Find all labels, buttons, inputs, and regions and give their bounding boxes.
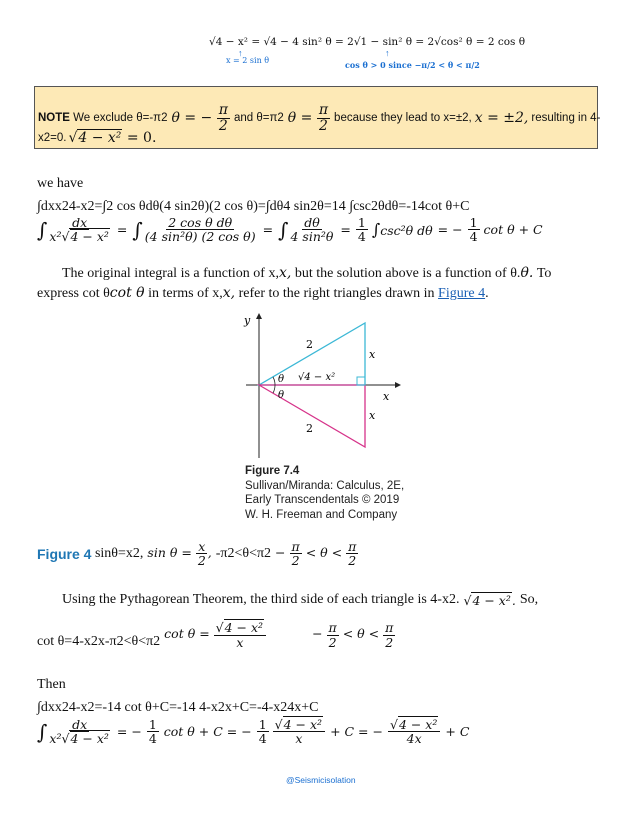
cot-line-range: − $\frac{\pi}{2}$ < θ < $\frac{\pi}{2}$ bbox=[312, 620, 394, 650]
fig4-math-range: − $\frac{\pi}{2}$ < θ < $\frac{\pi}{2}$ bbox=[275, 539, 357, 569]
para1-line1 bbox=[62, 265, 551, 282]
para1-theta-math: θ. bbox=[520, 265, 534, 281]
para1-line2 bbox=[37, 285, 489, 302]
para1-cot-math: cot θ bbox=[109, 285, 145, 301]
watermark: @Seismicisolation bbox=[286, 775, 356, 785]
caption-line3: W. H. Freeman and Company bbox=[245, 508, 398, 521]
para1-x-math: x, bbox=[278, 265, 292, 281]
caption-title: Figure 7.4 bbox=[245, 465, 300, 477]
label-sqrt: √4 − x² bbox=[298, 372, 336, 383]
top-equation-arrow-right: ↑ bbox=[385, 48, 390, 58]
para2-b: So, bbox=[519, 592, 539, 607]
final-line-math: ∫ $\frac{dx}{\text{x²√4 − x²}}$ = − $\frac{1}{4}$ cot θ + C = − $\frac{1}{4}$ $\frac{\text{√4 − x²}}{x}$ + C = − $\frac{\text{√4 − x²}}{4x}$ + C bbox=[37, 717, 470, 747]
note-text-5: x2=0. bbox=[38, 132, 67, 144]
para1-b: but the solution above is a function of θ. bbox=[294, 266, 521, 281]
top-equation-left-note: x = 2 sin θ bbox=[226, 56, 270, 65]
figure-caption bbox=[245, 464, 404, 522]
para2 bbox=[62, 592, 538, 608]
para1-a: The original integral is a function of x, bbox=[62, 266, 279, 281]
caption-line2: Early Transcendentals © 2019 bbox=[245, 494, 400, 506]
note-math-theta-neg: θ = − $\frac{\pi}{2}$ bbox=[171, 102, 228, 134]
label-2-top: 2 bbox=[306, 338, 313, 351]
triangle-figure bbox=[238, 312, 408, 462]
bottom-triangle bbox=[259, 385, 365, 447]
note-math-zero: √4 − x² = 0. bbox=[68, 130, 157, 146]
note-math-theta-pos: θ = $\frac{\pi}{2}$ bbox=[287, 102, 329, 134]
label-theta-bottom: θ bbox=[278, 390, 285, 401]
top-equation-right-note: cos θ > 0 since −π/2 < θ < π/2 bbox=[345, 60, 480, 70]
para1-c: To bbox=[536, 266, 552, 281]
cot-line bbox=[37, 620, 395, 650]
fig4-line bbox=[37, 540, 358, 567]
top-equation-main: √4 − x² = √4 − 4 sin² θ = 2√1 − sin² θ = 2√cos² θ = 2 cos θ bbox=[209, 36, 526, 48]
cot-line-math: cot θ = $\frac{\text{√4 − x²}}{x}$ bbox=[164, 621, 266, 648]
caption-line1: Sullivan/Miranda: Calculus, 2E, bbox=[245, 479, 405, 492]
note-line-1 bbox=[38, 103, 600, 133]
note-text-4: resulting in 4- bbox=[531, 112, 601, 125]
then: Then bbox=[37, 677, 66, 692]
note-text-3: because they lead to x=±2, bbox=[334, 112, 472, 125]
angle-arc-bottom bbox=[273, 385, 275, 393]
cot-line-plain: cot θ=4-x2x-π2<θ<π2 bbox=[37, 634, 161, 649]
integral-line-math: ∫ $\frac{dx}{\text{x²√4 − x²}}$ = ∫ $\frac{\text{2 cos θ dθ}}{\text{(4 sin²θ) (2 cos θ)}}$ = ∫ $\frac{d\theta}{\text{4 sin²θ}}$ = $\frac{1}{4}$ ∫csc²θ dθ = − $\frac{1}{4}$ cot θ + C bbox=[37, 215, 543, 245]
label-x-bottom: x bbox=[369, 409, 376, 422]
right-angle-marker bbox=[357, 377, 365, 385]
para2-sqrt-math: √4 − x². bbox=[463, 592, 516, 608]
axis-y-label: y bbox=[244, 314, 251, 327]
note-text-2: and θ=π2 bbox=[233, 112, 284, 125]
para2-a: Using the Pythagorean Theorem, the third side of each triangle is 4-x2. bbox=[62, 592, 460, 607]
note-text-1: We exclude θ=-π2 bbox=[73, 112, 168, 125]
para1-g: . bbox=[485, 286, 489, 301]
we-have: we have bbox=[37, 176, 84, 191]
figure-4-link[interactable]: Figure 4 bbox=[438, 286, 486, 301]
top-equation-arrow-left: ↑ bbox=[238, 48, 243, 58]
fig4-text-2: -π2<θ<π2 bbox=[215, 545, 272, 561]
para1-e: in terms of x, bbox=[148, 286, 223, 301]
label-2-bottom: 2 bbox=[306, 422, 313, 435]
para1-d: express cot θ bbox=[37, 286, 110, 301]
note-line-2 bbox=[38, 130, 156, 146]
note-label: NOTE bbox=[38, 112, 70, 125]
final-line-plain: ∫dxx24-x2=-14 cot θ+C=-14 4-x2x+C=-4-x24x+C bbox=[37, 700, 319, 715]
fig4-text-1: sinθ=x2, bbox=[94, 545, 144, 561]
para1-x2-math: x, bbox=[222, 285, 236, 301]
fig4-label: Figure 4 bbox=[37, 545, 92, 562]
label-theta-top: θ bbox=[278, 374, 285, 385]
label-x-top: x bbox=[369, 348, 376, 361]
top-equation bbox=[209, 36, 525, 48]
axis-x-label: x bbox=[383, 390, 390, 403]
angle-arc-top bbox=[273, 377, 275, 385]
fig4-math-sin: sin θ = $\frac{x}{2}$ , bbox=[147, 539, 212, 569]
note-math-x: x = ±2, bbox=[474, 110, 529, 127]
para1-f: refer to the right triangles drawn in bbox=[238, 286, 435, 301]
integral-line-plain: ∫dxx24-x2=∫2 cos θdθ(4 sin2θ)(2 cos θ)=∫dθ4 sin2θ=14 ∫csc2θdθ=-14cot θ+C bbox=[37, 199, 470, 214]
